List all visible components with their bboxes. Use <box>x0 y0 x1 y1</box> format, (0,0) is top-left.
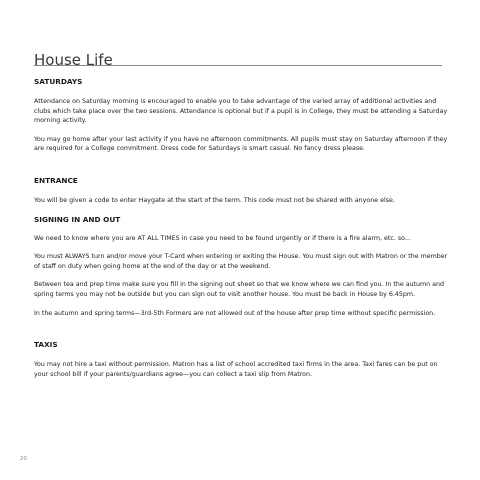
section-heading-saturdays: SATURDAYS <box>34 77 83 86</box>
paragraph-signing-whereabouts: We need to know where you are AT ALL TIMES in case you need to be found urgently or if there is a fire alarm, etc. so... <box>34 234 411 242</box>
paragraph-signing-forms: In the autumn and spring terms—3rd-5th Formers are not allowed out of the house after prep time without specific permission. <box>34 309 436 317</box>
paragraph-taxis-permission: You may not hire a taxi without permission. Matron has a list of school accredited taxi firms in the area. Taxi fares can be put on your school bill if your parents/guardians agree—you can collect a taxi slip from Matron. <box>34 361 438 378</box>
section-saturdays <box>34 77 448 154</box>
page-title: House Life <box>34 51 113 70</box>
paragraph-entrance-code: You will be given a code to enter Haygate at the start of the term. This code must not be shared with anyone else. <box>34 196 395 204</box>
section-heading-signing: SIGNING IN AND OUT <box>34 214 121 224</box>
page-number: 20 <box>20 456 27 462</box>
paragraph-signing-sheet: Between tea and prep time make sure you fill in the signing out sheet so that we know where we can find you. In the autumn and spring terms you may not be outside but you can sign out to visit another house. You must be back in House by 6.45pm. <box>34 281 444 298</box>
section-entrance <box>34 176 448 206</box>
paragraph-saturdays-attendance: Attendance on Saturday morning is encouraged to enable you to take advantage of the varied array of additional activities and clubs which take place over the two sessions. Attendance is optional but if a pupil is in College, they must be attending a Saturday morning activity. <box>34 98 448 125</box>
section-heading-taxis: TAXIS <box>34 340 58 350</box>
section-heading-entrance: ENTRANCE <box>34 175 78 185</box>
section-taxis <box>34 340 448 379</box>
page-content <box>34 77 448 379</box>
title-divider <box>34 65 442 66</box>
paragraph-saturdays-going-home: You may go home after your last activity if you have no afternoon commitments. All pupils must stay on Saturday afternoon if they are required for a College commitment. Dress code for Saturdays is smart casual. No fancy dress please. <box>34 135 448 153</box>
paragraph-signing-tcard: You must ALWAYS turn and/or move your T-Card when entering or exiting the House. You must sign out with Matron or the member of staff on duty when going home at the end of the day or at the weekend. <box>34 253 448 270</box>
section-signing <box>34 215 448 319</box>
